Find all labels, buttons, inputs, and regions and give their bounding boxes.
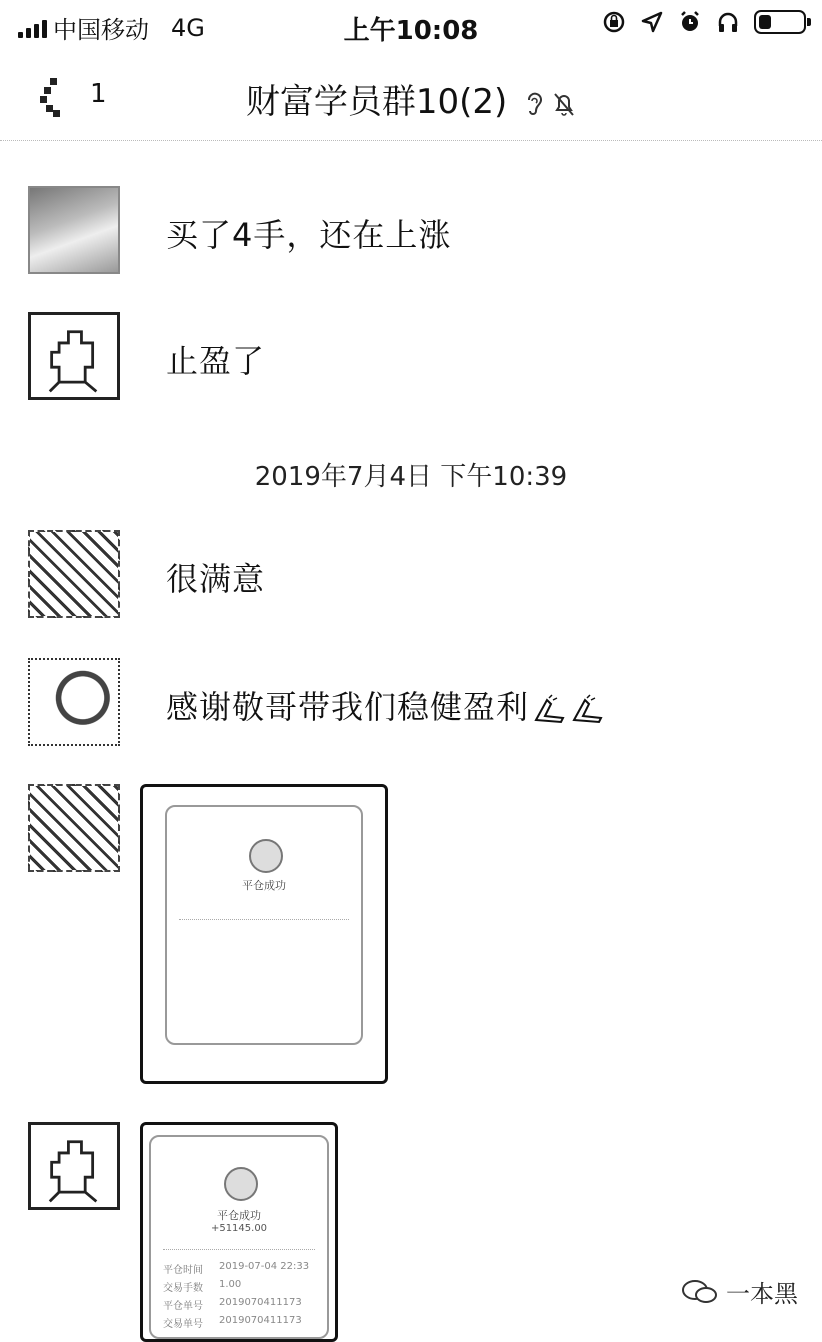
success-check-icon [224,1167,258,1201]
receipt-screenshot [165,805,363,1045]
mute-bell-icon [552,90,576,118]
avatar[interactable] [28,784,120,872]
receipt-row: 交易手数 1.00 [163,1279,242,1294]
receipt-title: 平仓成功 [217,1209,261,1222]
image-message[interactable] [140,1122,338,1342]
avatar-image [31,1125,117,1207]
receipt-screenshot [149,1135,329,1339]
carrier-name: 中国移动 [53,16,149,44]
message-text[interactable]: 止盈了 [166,342,266,380]
avatar[interactable] [28,1122,120,1210]
chat-title-text: 财富学员群10(2) [245,82,508,122]
message-item [0,784,822,1084]
avatar[interactable] [28,530,120,618]
receipt-amount: +51145.00 [210,1223,268,1234]
message-text-content: 感谢敬哥带我们稳健盈利 [166,688,530,726]
location-icon [640,10,664,34]
nav-bar [0,52,822,141]
message-item [0,186,822,274]
ear-icon [522,90,546,118]
clap-icon [571,694,605,724]
receipt-row [179,937,351,951]
status-right [602,10,806,34]
message-text[interactable]: 买了4手，还在上涨 [166,216,452,254]
image-message[interactable] [140,784,388,1084]
clap-icon [533,694,567,724]
avatar[interactable] [28,312,120,400]
divider [179,919,349,920]
message-text[interactable]: 很满意 [166,560,266,598]
avatar-image [31,315,117,397]
status-time: 上午10:08 [343,16,479,46]
avatar[interactable] [28,658,120,746]
status-bar [0,0,822,52]
alarm-icon [678,10,702,34]
headphones-icon [716,10,740,34]
unread-count: 1 [90,79,107,109]
timestamp: 2019年7月4日 下午10:39 [254,462,568,492]
message-text[interactable] [166,682,605,728]
message-item [0,312,822,400]
message-item [0,658,822,746]
avatar[interactable] [28,186,120,274]
battery-level [759,15,771,29]
divider [163,1249,315,1250]
receipt-row: 平仓时间 2019-07-04 22:33 [163,1261,310,1276]
receipt-row [179,955,351,969]
watermark-text: 一本黑 [726,1280,798,1308]
wechat-icon [680,1278,720,1306]
success-check-icon [249,839,283,873]
receipt-row: 交易单号 2019070411173 [163,1315,302,1330]
receipt-row [179,991,351,1005]
battery-icon [754,10,806,34]
receipt-title: 平仓成功 [242,879,286,892]
network-type: 4G [171,13,205,42]
receipt-row: 平仓单号 2019070411173 [163,1297,302,1312]
watermark [680,1274,798,1309]
lock-rotation-icon [602,10,626,34]
receipt-row [179,973,351,987]
message-item [0,530,822,618]
chat-title[interactable] [0,74,822,123]
